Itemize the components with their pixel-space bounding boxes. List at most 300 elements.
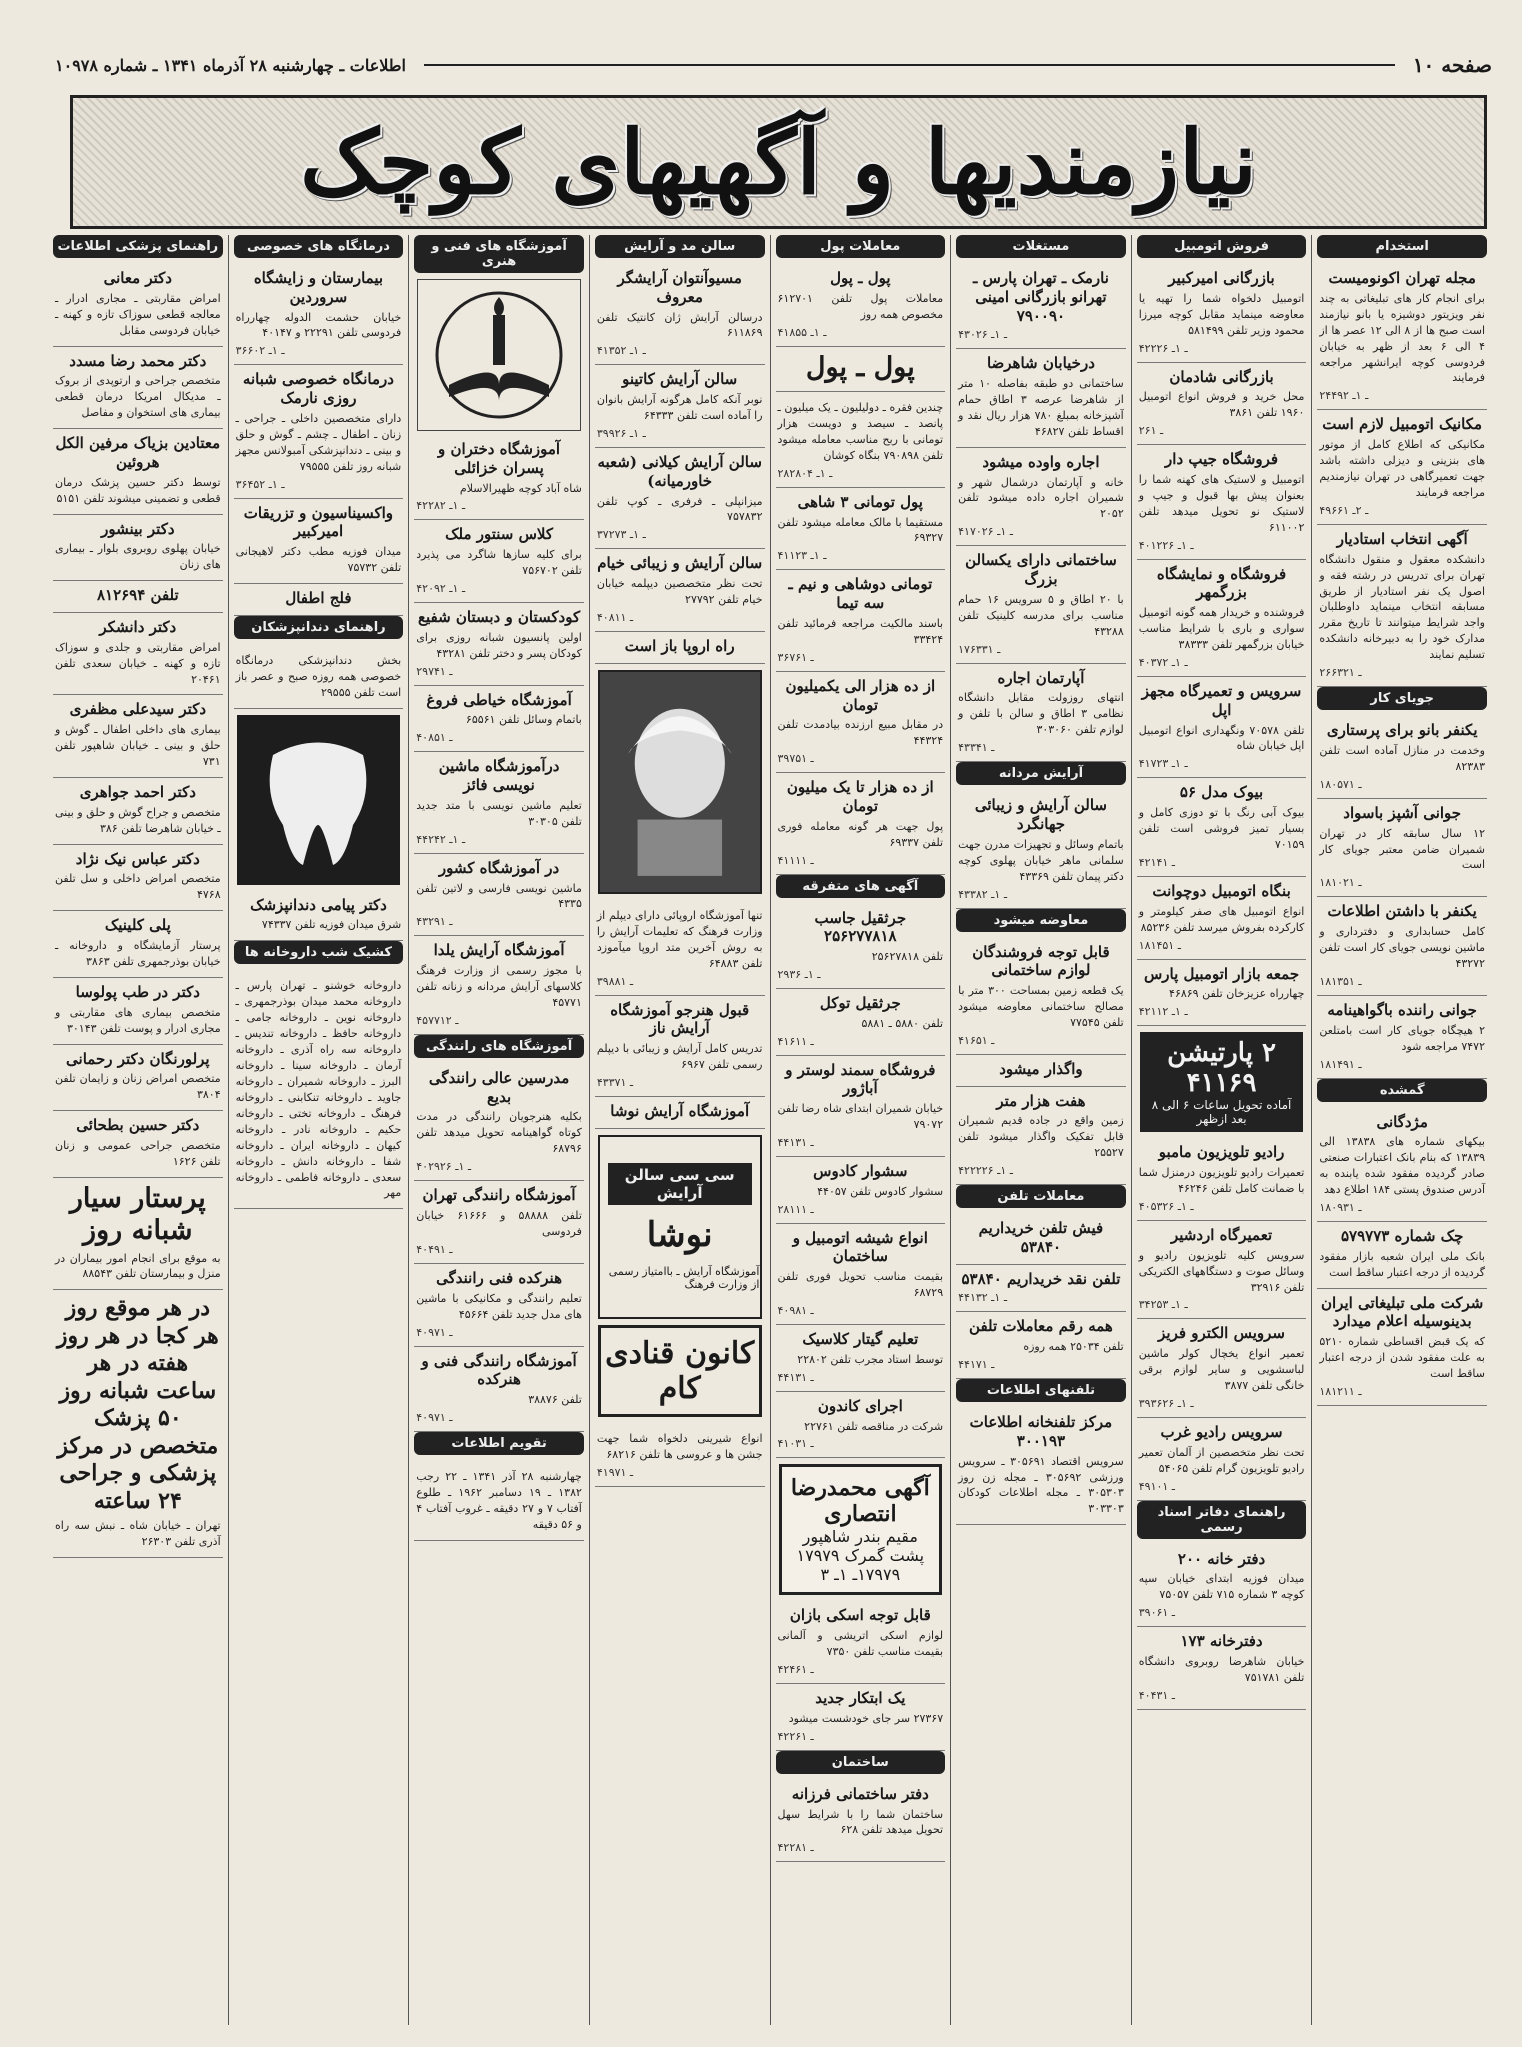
column-1 — [1311, 235, 1492, 2025]
ad-code: ۳۶۶۰ـ ۱ـ ۲ — [235, 344, 285, 358]
ad-title: یک ابتکار جدید — [815, 1689, 906, 1708]
ad-title: دکتر معانی — [103, 269, 172, 287]
ad-code: ۲۶ـ ۱ — [1138, 424, 1164, 438]
classified-ad — [234, 365, 404, 498]
ad-body: شاه آباد کوچه ظهیرالاسلام — [459, 481, 582, 495]
ad-code: ۴۱۶۱ـ ۱ — [777, 1034, 814, 1048]
ad-code: ۴۲۰۹ـ ۱ـ ۲ — [416, 582, 466, 596]
top-bar — [55, 50, 1492, 80]
ad-title: سالن آرایش کیلانی (شعبه خاورمیانه) — [597, 453, 762, 490]
classified-ad — [53, 911, 223, 978]
classified-ad — [1137, 1627, 1307, 1710]
classified-ad — [776, 570, 946, 671]
ad-code: ۱۸۰۹۳ـ ۱ — [1319, 1201, 1362, 1215]
classified-ad — [595, 1423, 765, 1487]
ad-title: آموزشگاه دختران و پسران خزائلی — [438, 440, 561, 477]
classified-ad — [776, 672, 946, 773]
classified-ad — [53, 613, 223, 696]
ad-code: ۳۷۲۷ـ ۱ـ ۳ — [596, 528, 646, 542]
ad-title: کلاس سنتور ملک — [445, 525, 553, 544]
ad-body: امراض مقاربتی ـ مجاری ادرار ـ معالجه قطعی سوزاک تازه و کهنه ـ خیابان فردوسی مقابل — [55, 291, 221, 337]
section-heading: آرایش مردانه — [956, 762, 1126, 785]
ad-title: در آموزشگاه کشور — [438, 858, 560, 877]
section-heading: تقویم اطلاعات — [414, 1432, 584, 1455]
ad-code: ۲۶۶۳۲ـ ۱ — [1319, 666, 1362, 680]
classified-ad — [595, 549, 765, 632]
ad-title: مرکز تلفنخانه اطلاعات ۳۰۰۱۹۳ — [969, 1413, 1113, 1450]
classified-ad — [776, 488, 946, 571]
ad-title: ساختمانی دارای یکسالن بزرگ — [965, 551, 1117, 589]
classified-ad — [234, 891, 404, 942]
classified-ad — [595, 365, 765, 448]
ad-body: اولین پانسیون شبانه روزی برای کودکان پسر و دختر تلفن ۴۳۲۸۱ — [416, 630, 582, 660]
ad-title: آپارتمان اجاره — [997, 668, 1085, 687]
ad-code: ۴۱۷۲ـ ۱ـ ۳ — [1138, 757, 1188, 771]
ad-code: ۴۲۲۲ـ ۱ـ ۲۶ — [958, 1164, 1013, 1178]
ad-title: هنرکده فنی رانندگی — [436, 1268, 562, 1287]
classified-ad — [956, 791, 1126, 908]
big-title-ad — [776, 347, 946, 392]
section-heading: سالن مد و آرایش — [595, 235, 765, 258]
big-title: پول ـ پول — [805, 351, 915, 383]
classified-ad — [1317, 264, 1487, 410]
ad-code: ۴۲۱۱ـ ۱ـ ۲ — [1138, 1005, 1188, 1019]
ad-code: ۳۶۴۵ـ ۱ـ ۲ — [235, 477, 285, 491]
classified-ad — [53, 347, 223, 430]
ad-title: پلی کلینیک — [104, 916, 171, 935]
ad-code: ۴۱۷۰ـ ۱ـ ۲۶ — [958, 525, 1013, 539]
ad-title: دکتر بینشور — [101, 519, 175, 538]
ad-title: سشوار کادوس — [813, 1162, 908, 1181]
ad-code: ۴۲۲ـ ۱ـ ۲۶ — [1138, 341, 1188, 355]
ad-title: سرویس رادیو غرب — [1160, 1423, 1283, 1441]
classified-ad — [956, 664, 1126, 763]
ad-body: برای انجام کار های تبلیغاتی به چند نفر ویزیتور دوشیزه یا بانو نیازمند است صبح ها از ۸ الی ۱۲ عصر ها از ۴ الی ۶ بعد از ظهر به خیابان فردوسی کوچه ایرانشهر مراجعه فرمایند — [1319, 291, 1485, 385]
ad-body: لوازم اسکی اتریشی و آلمانی بقیمت مناسب تلفن ۷۳۵۰ — [777, 1629, 944, 1659]
ad-title: اجرای کاندون — [817, 1396, 903, 1415]
ad-code: ۴۴۱۳ـ ۱ـ ۲ — [958, 1291, 1008, 1305]
ad-code: ۱۸۱۴۵ـ ۱ — [1138, 938, 1181, 952]
classified-ad — [595, 632, 765, 664]
classified-ad — [1317, 1108, 1487, 1223]
classified-ad — [53, 581, 223, 613]
section-heading: درمانگاه های خصوصی — [234, 235, 404, 258]
ad-title: آموزشگاه آرایش نوشا — [610, 1101, 750, 1120]
ad-title: چک شماره ۵۷۹۷۷۳ — [1340, 1227, 1464, 1246]
ad-title: سالن آرایش و زیبائی خیام — [597, 554, 763, 573]
ad-code: ۳۹۷۵ـ ۱ — [777, 752, 814, 766]
ad-title: دفتر ساختمانی فرزانه — [791, 1784, 929, 1803]
masthead — [70, 95, 1487, 229]
ad-body: ۱۲ سال سابقه کار در تهران شمیران ضامن معتبر جویای کار است — [1319, 826, 1485, 872]
classified-ad — [1317, 799, 1487, 898]
ad-title: مکانیک اتومبیل لازم است — [1322, 415, 1483, 434]
ad-body: شرق میدان فوزیه تلفن ۷۴۳۳۷ — [261, 918, 402, 932]
classified-ad — [956, 1055, 1126, 1087]
ad-body: خیابان شاهرضا روبروی دانشگاه تلفن ۷۵۱۷۸۱ — [1138, 1655, 1305, 1684]
column-6 — [408, 235, 589, 2025]
section-heading: تلفنهای اطلاعات — [956, 1379, 1126, 1402]
ad-body: برای کلیه سازها شاگرد می پذیرد تلفن ۷۵۶۷۰۲ — [416, 548, 582, 578]
ad-title: رادیو تلویزیون مامبو — [1158, 1143, 1285, 1162]
section-heading: راهنمای دفاتر اسناد رسمی — [1137, 1501, 1307, 1539]
ad-body: میزانپلی ـ فرفری ـ کوپ تلفن ۷۵۷۸۳۲ — [596, 494, 763, 524]
ad-title: تومانی دوشاهی و نیم ـ سه تیما — [788, 575, 933, 613]
ad-body: تلفن ۲۵۶۲۷۸۱۸ — [871, 950, 944, 964]
ad-body: تنها آموزشگاه اروپائی دارای دیپلم از وزارت فرهنگ که تعلیمات آرایش را به روش آخرین متد اروپا میآموزد تلفن ۶۴۸۸۳ — [596, 908, 763, 970]
ad-title: جرثقیل توکل — [819, 993, 901, 1012]
ad-body: باسند مالکیت مراجعه فرمائید تلفن ۳۳۴۲۴ — [777, 616, 944, 646]
classified-ad — [1317, 525, 1487, 687]
classified-ad — [53, 845, 223, 912]
ad-code: ۳۹۹ـ ۱ـ ۲۶ — [596, 427, 646, 440]
classified-ad — [234, 499, 404, 584]
ad-title: از ده هزار تا یک میلیون تومان — [786, 778, 934, 815]
ad-code: ۴۵۷۷۱ـ ۲ — [416, 1013, 459, 1027]
classified-ad — [776, 392, 946, 488]
ad-title: جوانی آشپز باسواد — [1343, 803, 1462, 822]
ad-code: ۴۱۰۳ـ ۱ — [777, 1437, 814, 1451]
ad-code: ۴۳۲۹ـ ۱ — [416, 915, 453, 929]
classified-ad — [1317, 1289, 1487, 1406]
ad-body: معاملات پول تلفن ۶۱۲۷۰۱ مخصوص همه روز — [777, 291, 944, 321]
ad-body: تعلیم ماشین نویسی با متد جدید تلفن ۳۰۳۰۵ — [416, 798, 582, 828]
ad-code: ۴۰۸۱ـ ۱ — [596, 611, 634, 624]
ad-body: سرویس کلیه تلویزیون رادیو و وسائل صوت و دستگاههای الکتریکی تلفن ۳۲۹۱۶ — [1138, 1248, 1305, 1294]
ad-body: اتومبیل و لاستیک های کهنه شما را بعنوان پیش بها قبول و جیپ و لاستیک نو تحویل میدهد تلفن ۶۱۱۰۰۲ — [1138, 472, 1305, 534]
ad-body: میدان فوزیه مطب دکتر لاهیجانی تلفن ۷۵۷۳۲ — [235, 545, 402, 575]
classified-ad — [956, 546, 1126, 663]
ad-title: دکتر در طب پولوسا — [75, 982, 200, 1001]
ad-title: دکتر محمد رضا مسدد — [69, 351, 207, 370]
section-heading: گمشده — [1317, 1079, 1487, 1102]
big-ad — [53, 1178, 223, 1291]
column-3 — [950, 235, 1131, 2025]
salon-logo-ad — [598, 1135, 762, 1319]
ad-body: متخصص جراحی عمومی و زنان تلفن ۱۶۲۶ — [55, 1138, 221, 1168]
classified-ad — [956, 1408, 1126, 1525]
ad-body: مستقیما با مالک معامله میشود تلفن ۶۹۳۲۷ — [777, 515, 944, 545]
ad-code: ۱۸۱۰۲ـ ۱ — [1319, 876, 1362, 890]
ad-body: سشوار کادوس تلفن ۴۴۰۵۷ — [817, 1184, 944, 1198]
classified-ad — [1137, 1138, 1307, 1221]
ad-code: ۴۹۶۶ـ ۲ـ ۱ — [1319, 503, 1369, 517]
section-heading: معاملات تلفن — [956, 1185, 1126, 1208]
ad-body: انتهای روزولت مقابل دانشگاه نظامی ۳ اطاق و سالن با تلفن و لوازم تلفن ۳۰۳۰۶۰ — [958, 691, 1124, 737]
classified-ad — [1137, 1221, 1307, 1320]
classified-ad — [414, 1064, 584, 1181]
ad-body: متخصص امراض داخلی و سل تلفن ۴۷۶۸ — [55, 872, 221, 902]
ad-code: ۱۷۶۳۳ـ ۱ — [958, 642, 1001, 656]
ad-body: تعمیرات رادیو تلویزیون درمنزل شما با ضمانت کامل تلفن ۴۶۲۴۶ — [1138, 1166, 1305, 1195]
classified-ad — [1137, 778, 1307, 877]
classified-ad — [53, 1111, 223, 1178]
salon-name: نوشا — [646, 1214, 713, 1255]
ad-body: ساختمانی دو طبقه بفاصله ۱۰ متر از شاهرضا عرصه ۳ اطاق حمام آشپزخانه بمبلغ ۷۸۰ هزار ریال نقد و اقساط تلفن ۴۶۸۲۷ — [958, 377, 1124, 438]
classified-ad — [53, 1045, 223, 1112]
ad-body: در مقابل مبیع ارزنده بیادمدت تلفن ۴۴۳۲۴ — [777, 718, 944, 748]
ad-body: توسط استاد مجرب تلفن ۲۲۸۰۲ — [797, 1352, 944, 1366]
ad-code: ۴۰۹۷ـ ۱ — [416, 1410, 453, 1424]
ad-code: ۴۰۵۳ـ ۱ـ ۲۶ — [1138, 1199, 1194, 1213]
ad-body: خیابان شمیران ابتدای شاه رضا تلفن ۷۹۰۷۲ — [777, 1102, 944, 1132]
ad-title: تعلیم گیتار کلاسیک — [802, 1330, 919, 1349]
classified-ad — [414, 686, 584, 753]
black-box-sub: آماده تحویل ساعات ۶ الی ۸ بعد ازظهر — [1151, 1098, 1292, 1127]
boxed-ad — [779, 1464, 943, 1595]
classified-ad — [234, 970, 404, 1209]
ad-body: بیماری های داخلی اطفال ـ گوش و حلق و بینی ـ خیابان شاهپور تلفن ۷۳۱ — [55, 723, 221, 769]
classified-ad — [595, 1097, 765, 1129]
ad-title: هفت هزار متر — [996, 1091, 1086, 1110]
ad-title: تلفن ۸۱۲۶۹۴ — [96, 586, 179, 605]
ad-body: خیابان حشمت الدوله چهارراه فردوسی تلفن ۲۲۲۹۱ و ۴۰۱۴۷ — [235, 310, 402, 340]
classified-ad — [414, 752, 584, 853]
ad-body: اتومبیل دلخواه شما را تهیه یا معاوضه مینماید مقابل کوچه میرزا محمود وزیر تلفن ۵۸۱۴۹۹ — [1138, 291, 1305, 337]
ad-body: دارای متخصصین داخلی ـ جراحی ـ زنان ـ اطفال ـ چشم ـ گوش و حلق و بینی ـ دندانپزشکی آمبولانس مجهز شبانه روز تلفن ۷۹۵۵۵ — [235, 411, 402, 473]
boxed-ad-code: ۱۷۹۷۹ـ ۱ـ ۳ — [820, 1565, 901, 1585]
classified-ad — [1137, 677, 1307, 778]
classified-ad — [776, 1392, 946, 1459]
ad-body: انواع شیرینی دلخواه شما جهت جشن ها و عروسی ها تلفن ۶۸۲۱۶ — [596, 1431, 763, 1461]
ad-title: آموزشگاه آرایش یلدا — [433, 941, 565, 960]
classified-ad — [1137, 445, 1307, 560]
classified-ad — [595, 900, 765, 996]
ad-code: ۴۱۱۲ـ ۱ـ ۳ — [777, 549, 827, 563]
ad-title: جرثقیل جاسب ۲۵۶۲۷۷۸۱۸ — [814, 908, 907, 946]
classified-ad — [1137, 363, 1307, 446]
boxed-ad-body: مقیم بندر شاهپور پشت گمرک ۱۷۹۷۹ — [796, 1527, 925, 1566]
classified-ad — [776, 1780, 946, 1863]
ad-body: یک قطعه زمین بمساحت ۳۰۰ متر با مصالح ساختمانی معاوضه میشود تلفن ۷۷۵۴۵ — [958, 984, 1124, 1029]
ad-title: مژدگانی — [1376, 1112, 1428, 1131]
ad-body: ۲۷۳۶۷ سر جای خودشست میشود — [788, 1711, 944, 1725]
section-heading: راهنمای دندانپزشکان — [234, 616, 404, 639]
classified-ad — [1317, 996, 1487, 1079]
ad-title: مدرسین عالی رانندگی بدیع — [428, 1068, 570, 1106]
page-number: صفحه ۱۰ — [1412, 53, 1492, 77]
section-heading: آموزشگاه های فنی و هنری — [414, 235, 584, 273]
classified-ad — [1317, 716, 1487, 799]
ad-body: تلفن ۷۰۵۷۸ ونگهداری انواع اتومبیل اپل خیابان شاه — [1138, 723, 1305, 753]
ad-body: باتمام وسائل تلفن ۶۵۵۶۱ — [465, 713, 582, 727]
ad-title: بنگاه اتومبیل دوچوانت — [1152, 881, 1291, 900]
classified-ad — [1317, 1222, 1487, 1289]
classified-ad — [1317, 897, 1487, 996]
ad-title: دفتر خانه ۲۰۰ — [1177, 1549, 1266, 1568]
ad-body: تلفن ۵۸۸۸۸ و ۶۱۶۶۶ خیابان فردوسی — [416, 1209, 582, 1238]
ad-code: ۲۴۴۹ـ ۱ـ ۲ — [1319, 389, 1369, 403]
ad-code: ۴۲۲۶ـ ۱ — [777, 1729, 814, 1743]
classified-ad — [414, 1264, 584, 1347]
ad-title: پول تومانی ۳ شاهی — [797, 492, 923, 511]
ad-title: سرویس و تعمیرگاه مجهز اپل — [1141, 682, 1302, 719]
ad-body: پرستار آزمایشگاه و داروخانه ـ خیابان بوذرجمهری تلفن ۳۸۶۳ — [55, 939, 221, 968]
ad-body: تلفن ۲۵۰۳۴ همه روزه — [1023, 1340, 1124, 1354]
ad-code: ۴۰۸۵ـ ۱ — [416, 731, 453, 745]
ad-title: درآموزشگاه ماشین نویسی فائز — [438, 757, 560, 795]
ad-title: فروشگاه جیپ دار — [1165, 450, 1279, 469]
ad-title: درمانگاه خصوصی شبانه روزی نارمک — [242, 370, 394, 408]
ad-code: ۴۳۳۷ـ ۱ — [596, 1075, 634, 1089]
ad-code: ۴۲۲۸ـ ۱ — [777, 1841, 814, 1855]
classified-ad — [776, 1601, 946, 1684]
ad-code: ۴۱۳۵ـ ۱ـ ۲ — [596, 344, 646, 358]
ad-title: دکتر احمد جواهری — [79, 783, 196, 801]
ad-body: وخدمت در منازل آماده است تلفن ۸۲۳۸۳ — [1319, 743, 1485, 773]
ad-body: ساختمان شما را با شرایط سهل تحویل میدهد تلفن ۶۲۸ — [777, 1807, 944, 1837]
big-ad-title: پرستار سیار شبانه روز — [69, 1182, 206, 1247]
classified-ad — [776, 1684, 946, 1751]
classified-ad — [1137, 560, 1307, 677]
ad-body: چندین فقره ـ دولیلیون ـ یک میلیون ـ پانصد ـ سیصد و دویست هزار تومانی با ربح مناسب معامله میشود تلفن ۷۹۰۸۹۸ بنگاه کوشان — [777, 401, 944, 462]
ad-title: جوانی راننده باگواهینامه — [1327, 1000, 1477, 1019]
classified-ad — [53, 264, 223, 347]
ad-body: نوبر آنکه کامل هرگونه آرایش بانوان را آماده است تلفن ۶۴۳۳۳ — [596, 393, 763, 423]
section-heading: مستغلات — [956, 235, 1126, 258]
ad-code: ۴۴۱۷ـ ۱ — [958, 1358, 995, 1372]
ad-body: ۲ هیچگاه جویای کار است بامتلعن ۷۴۷۲ مراجعه شود — [1319, 1023, 1485, 1053]
ad-title: آگهی انتخاب استادیار — [1336, 529, 1468, 548]
ad-code: ۱۸۰۵۷ـ ۱ — [1319, 777, 1362, 791]
ad-body: تلفن ۵۸۸۰ ـ ۵۸۸۱ — [861, 1016, 944, 1030]
ad-title: دکتر حسین بطحائی — [76, 1116, 200, 1135]
ad-code: ۴۰۳۷ـ ۱ـ ۲ — [1138, 656, 1188, 669]
ad-body: متخصص امراض زنان و زایمان تلفن ۳۸۰۴ — [55, 1072, 221, 1102]
classified-ad — [595, 264, 765, 365]
ad-body: باتمام وسائل و تجهیزات مدرن جهت سلمانی ماهر خیابان پهلوی کوچه دکتر پیمان تلفن ۴۳۳۶۹ — [958, 837, 1124, 883]
ad-code: ۳۶۷۶ـ ۱ — [777, 650, 814, 664]
ad-body: بانک ملی ایران شعبه بازار مفقود گردیده از درجه اعتبار ساقط است — [1319, 1249, 1485, 1279]
ad-body: مکانیکی که اطلاع کامل از موتور های بنزینی و دیزلی داشته باشد جهت تعمیرگاهی در تهران نیازمندیم مراجعه فرمایند — [1319, 438, 1485, 499]
classified-ad — [1137, 877, 1307, 960]
ad-body: انواع اتومبیل های صفر کیلومتر و کارکرده بفروش میرسد تلفن ۸۵۲۳۶ — [1138, 904, 1305, 934]
ad-title: بازرگانی امیرکبیر — [1168, 269, 1275, 287]
classified-ad — [414, 435, 584, 520]
classified-ad — [1137, 1418, 1307, 1501]
ad-title: معتادین بزیاک مرفین الکل هروئین — [55, 434, 221, 471]
classified-ad — [956, 264, 1126, 349]
ad-code: ۳۴۲۵ـ ۱ـ ۳ — [1138, 1298, 1188, 1312]
ad-title: واکسیناسیون و تزریقات امیرکبیر — [243, 503, 394, 541]
classified-ad — [414, 1347, 584, 1432]
ad-body: شرکت در مناقصه تلفن ۲۲۷۶۱ — [804, 1419, 944, 1433]
classified-ad — [956, 448, 1126, 547]
ad-code: ۳۹۳۶ـ ۱ـ ۲۶ — [1138, 1397, 1194, 1410]
ad-body: متخصص و جراح گوش و حلق و بینی ـ خیابان شاهرضا تلفن ۳۸۶ — [55, 805, 221, 835]
ad-body: داروخانه خوشنو ـ تهران پارس ـ داروخانه محمد میدان بوذرجمهری ـ داروخانه نوین ـ داروخانه جامی ـ داروخانه حافظ ـ داروخانه تندیس ـ داروخانه سه راه آذری ـ داروخانه آرمان ـ داروخانه سینا ـ داروخانه البرز ـ داروخانه شمیران ـ داروخانه جاوید ـ داروخانه تنکابنی ـ داروخانه فرهنگ ـ داروخانه تختی ـ داروخانه حکیم ـ داروخانه نادر ـ داروخانه کیهان ـ داروخانه ایران ـ داروخانه شفا ـ داروخانه دانش ـ داروخانه سعدی ـ داروخانه فاطمی ـ داروخانه مهر — [235, 979, 402, 1200]
ad-title: جمعه بازار اتومبیل پارس — [1143, 964, 1300, 983]
ad-code: ۴۰۱۲ـ ۱ـ ۲۶ — [1138, 538, 1194, 552]
ad-title: تلفن نقد خریداریم ۵۳۸۴۰ — [961, 1269, 1121, 1288]
classified-ad — [414, 936, 584, 1035]
ad-code: ۴۰۹۷ـ ۱ — [416, 1325, 453, 1339]
classified-ad — [776, 904, 946, 989]
ad-body: بقیمت مناسب تحویل فوری تلفن ۶۸۷۲۹ — [777, 1270, 944, 1300]
columns-container — [48, 235, 1492, 2025]
ad-title: دکتر پیامی دندانپزشک — [250, 895, 387, 914]
classified-ad — [53, 515, 223, 582]
ad-body: چهارشنبه ۲۸ آذر ۱۳۴۱ ـ ۲۲ رجب ۱۳۸۲ ـ ۱۹ دسامبر ۱۹۶۲ ـ طلوع آفتاب ۷ و ۲۷ دقیقه ـ غروب آفتاب ۴ و ۵۶ دقیقه — [416, 1469, 582, 1531]
ad-body: سرویس اقتصاد ۳۰۵۶۹۱ ـ سرویس ورزشی ۳۰۵۶۹۲ ـ مجله زن روز ۳۰۵۳۰۳ ـ مجله اطلاعات کودکان ۳۰۳۳۰۳ — [958, 1454, 1124, 1516]
ad-title: بیمارستان و زایشگاه سروردین — [253, 269, 384, 306]
ad-title: تعمیرگاه اردشیر — [1170, 1225, 1273, 1244]
classified-ad — [956, 1312, 1126, 1379]
classified-ad — [414, 1461, 584, 1541]
ad-title: بیوک مدل ۵۶ — [1179, 783, 1264, 802]
column-8 — [48, 235, 228, 2025]
ad-title: سالن آرایش کاتینو — [622, 370, 738, 389]
salon-bottom: آموزشگاه آرایش ـ باامتیاز رسمی از وزارت فرهنگ — [608, 1264, 760, 1291]
ad-code: ۳۹۰۶ـ ۱ — [1138, 1606, 1176, 1620]
ad-body: با ۲۰ اطاق و ۵ سرویس ۱۶ حمام مناسب برای مدرسه کلینیک تلفن ۴۳۲۸۸ — [958, 592, 1124, 638]
classified-ad — [234, 584, 404, 616]
classified-ad — [1137, 264, 1307, 363]
ad-body: محل خرید و فروش انواع اتومبیل ۱۹۶۰ تلفن ۳۸۶۱ — [1138, 390, 1305, 420]
ad-body: بیکهای شماره های ۱۳۸۳۸ الی ۱۳۸۳۹ که بنام بانک اعتبارات صنعتی صادر گردیده مفقود شده یابنده به آدرس صندوق پستی ۱۸۴ اطلاع دهد — [1319, 1135, 1485, 1197]
ad-body: فروشنده و خریدار همه گونه اتومبیل سواری و باری با شرایط مناسب خیابان بزرگمهر تلفن ۳۸۳۳۳ — [1138, 606, 1305, 652]
huge-ad-title: در هر موقع روز هر کجا در هر روز هفته در هر ساعت شبانه روز ۵۰ پزشک متخصص در مرکز پزشکی و جراحی ۲۴ ساعته — [56, 1295, 219, 1514]
black-box-ad — [1140, 1032, 1304, 1132]
issue-info: اطلاعات ـ چهارشنبه ۲۸ آذرماه ۱۳۴۱ ـ شماره ۱۰۹۷۸ — [55, 55, 406, 75]
ad-body: با مجوز رسمی از وزارت فرهنگ کلاسهای آرایش مردانه و زنانه تلفن ۴۵۷۷۱ — [416, 964, 582, 1009]
ad-code: ۲۹۷۴ـ ۱ — [416, 664, 453, 678]
woman-portrait-photo — [598, 670, 762, 894]
ad-code: ۴۰۹۸ـ ۱ — [777, 1304, 814, 1318]
ad-code: ۴۳۰ـ ۱ـ ۲۶ — [958, 328, 1008, 342]
classified-ad — [956, 349, 1126, 448]
ad-code: ۴۹۱۰ـ ۱ — [1138, 1479, 1176, 1493]
ad-code: ۲۹۳ـ ۱ـ ۶ — [777, 967, 821, 981]
ad-title: دکتر دانشکر — [99, 617, 177, 636]
ad-title: دکتر عباس نیک نژاد — [75, 849, 200, 868]
ad-title: راه اروپا باز است — [624, 637, 735, 655]
section-heading: استخدام — [1317, 235, 1487, 258]
ad-title: بازرگانی شادمان — [1169, 367, 1274, 386]
column-5 — [589, 235, 770, 2025]
ad-body: تلفن ۳۸۸۷۶ — [528, 1393, 582, 1406]
classified-ad — [414, 1181, 584, 1264]
ad-title: همه رقم معاملات تلفن — [969, 1317, 1113, 1336]
ad-title: یکنفر بانو برای پرستاری — [1326, 721, 1478, 740]
ad-title: فیش تلفن خریداریم ۵۳۸۴۰ — [978, 1219, 1104, 1256]
top-rule — [424, 64, 1395, 66]
ad-title: انواع شیشه اتومبیل و ساختمان — [792, 1228, 928, 1266]
ad-title: مجله تهران اکونومیست — [1328, 269, 1476, 287]
huge-ad-body: تهران ـ خیابان شاه ـ نبش سه راه آذری تلفن ۲۶۳۰۳ — [55, 1519, 221, 1549]
ad-title: آموزشگاه خیاطی فروغ — [426, 690, 572, 709]
section-heading: کشیک شب داروخانه ها — [234, 941, 404, 964]
ad-code: ۱۸۱۳۵ـ ۱ — [1319, 974, 1362, 988]
ad-code: ۴۳۳۸ـ ۱ـ ۲ — [958, 887, 1008, 901]
masthead-title: نیازمندیها و آگهیهای کوچک — [300, 110, 1257, 214]
classified-ad — [595, 996, 765, 1097]
ad-body: توسط دکتر حسین پزشک درمان قطعی و تضمینی میشوند تلفن ۵۱۵۱ — [55, 475, 221, 505]
ad-body: ماشین نویسی فارسی و لاتین تلفن ۴۳۳۵ — [416, 881, 582, 911]
confectionery-ad: کانون قنادی کام — [598, 1325, 762, 1417]
column-4 — [770, 235, 951, 2025]
classified-ad — [956, 938, 1126, 1055]
classified-ad — [1317, 410, 1487, 525]
section-heading: جویای کار — [1317, 687, 1487, 710]
ad-code: ۲۸۲۸۰ـ ۱ـ ۴ — [777, 466, 833, 480]
ad-title: آموزشگاه رانندگی تهران — [422, 1186, 576, 1205]
ad-body: بکلیه هنرجویان رانندگی در مدت کوتاه گواهینامه تحویل میدهد تلفن ۶۸۷۹۶ — [416, 1110, 582, 1156]
section-heading: فروش اتومبیل — [1137, 235, 1307, 258]
ad-title: واگذار میشود — [999, 1059, 1083, 1078]
ad-title: قابل توجه اسکی بازان — [789, 1606, 931, 1625]
ad-title: نارمک ـ تهران پارس ـ تهرانو بازرگانی امینی ۷۹۰۰۹۰ — [972, 269, 1109, 325]
